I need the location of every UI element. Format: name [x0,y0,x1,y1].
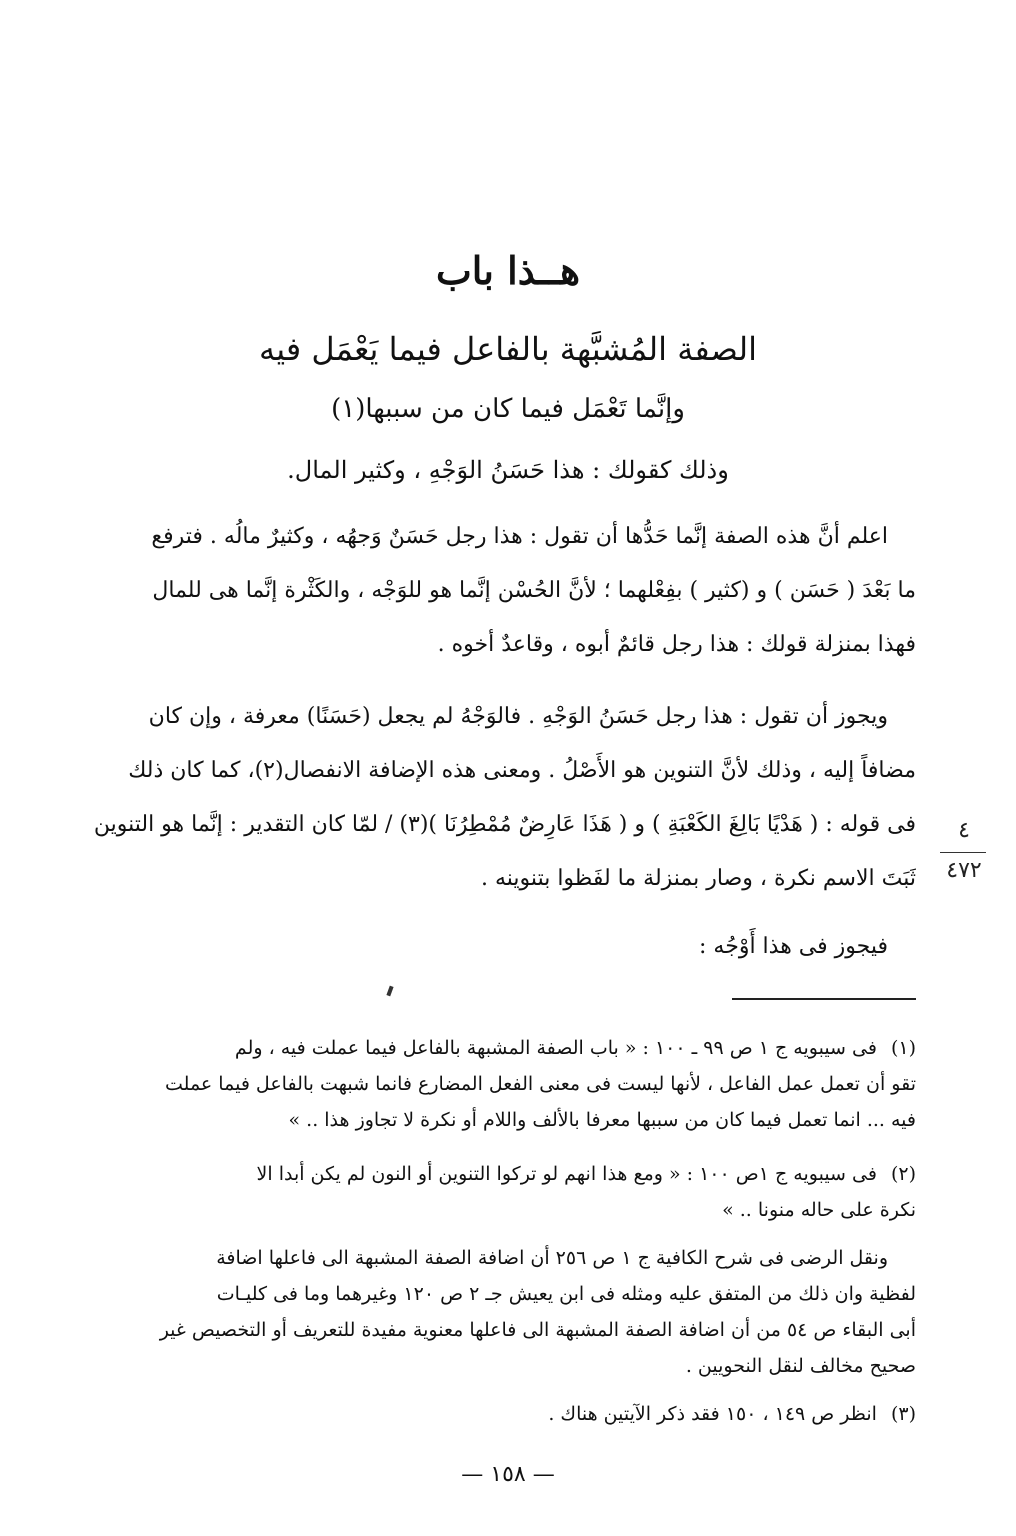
page-number: — ١٥٨ — [461,1462,555,1487]
footnote-line [46,1030,916,1066]
footnote-divider [732,998,916,1000]
paragraph-line: ما بَعْدَ ( حَسَن ) و (كثير ) بفِعْلهما ؛ لأنَّ الحُسْن إنَّما هو للوَجْه ، والكَثْرة إنَّما هى للمال [152,578,916,603]
paragraph-3 [56,920,916,974]
footnote-2-continued [46,1240,916,1384]
footnote-line: لفظية وان ذلك من المتفق عليه ومثله فى ابن يعيش جـ ٢ ص ١٢٠ وغيرهما وما فى كليـات [216,1283,916,1305]
footnote-number: (٣) [890,1403,916,1425]
footnote-line: ونقل الرضى فى شرح الكافية ج ١ ص ٢٥٦ أن اضافة الصفة المشبهة الى فاعلها اضافة [216,1247,888,1269]
footnote-line [46,1156,916,1192]
footnote-number: (٢) [890,1163,916,1185]
paragraph-line: فهذا بمنزلة قولك : هذا رجل قائمٌ أبوه ، وقاعدٌ أخوه . [437,632,916,657]
print-mark [386,986,393,997]
footnote-line: فيه ... انما تعمل فيما كان من سببها معرفا بالألف واللام أو نكرة لا تجاوز هذا .. » [288,1109,916,1131]
paragraph-1 [56,510,916,672]
chapter-title: هــذا باب [436,248,580,293]
paragraph-line: ثَبَتَ الاسم نكرة ، وصار بمنزلة ما لفَظوا بتنوينه . [481,866,916,891]
margin-volume-number: ٤ [958,818,970,843]
paragraph-line: فى قوله : ( هَدْيًا بَالِغَ الكَعْبَةِ ) و ( هَذَا عَارِضٌ مُمْطِرُنَا )(٣) / لمّا كان التقدير : إنَّما هو التنوين [93,812,916,837]
footnote-3 [46,1396,916,1432]
footnote-1 [46,1030,916,1138]
margin-page-reference: ٤٧٢ [946,858,982,883]
section-subheading: وإنَّما تَعْمَل فيما كان من سببها(١) [331,394,685,424]
footnote-number: (١) [890,1037,916,1059]
margin-divider [940,852,986,853]
paragraph-line: مضافاً إليه ، وذلك لأنَّ التنوين هو الأَصْلُ . ومعنى هذه الإضافة الانفصال(٢)، كما كان ذلك [128,758,916,783]
footnote-2 [46,1156,916,1228]
footnote-text: انظر ص ١٤٩ ، ١٥٠ فقد ذكر الآيتين هناك . [548,1403,877,1425]
section-heading: الصفة المُشبَّهة بالفاعل فيما يَعْمَل فيه [259,330,757,368]
footnote-line: أبى البقاء ص ٥٤ من أن اضافة الصفة المشبهة الى فاعلها معنوية مفيدة للتعريف أو التخصيص غير [159,1319,916,1341]
paragraph-2 [56,690,916,906]
footnote-line: صحيح مخالف لنقل النحويين . [685,1355,916,1377]
footnote-line [46,1396,916,1432]
paragraph-line: فيجوز فى هذا أَوْجُه : [699,934,888,959]
footnote-text: فى سيبويه ج ١ ص ٩٩ ـ ١٠٠ : « باب الصفة المشبهة بالفاعل فيما عملت فيه ، ولم [234,1037,877,1059]
footnote-line: تقو أن تعمل عمل الفاعل ، لأنها ليست فى معنى الفعل المضارع فانما شبهت بالفاعل فيما عملت [165,1073,916,1095]
footnote-line: نكرة على حاله منونا .. » [722,1199,916,1221]
section-example: وذلك كقولك : هذا حَسَنُ الوَجْهِ ، وكثير المال. [287,456,729,484]
paragraph-line: اعلم أنَّ هذه الصفة إنَّما حَدُّها أن تقول : هذا رجل حَسَنٌ وَجهُه ، وكثيرٌ مالُه . فترفع [151,524,888,549]
paragraph-line: ويجوز أن تقول : هذا رجل حَسَنُ الوَجْهِ . فالوَجْهُ لم يجعل (حَسَنًا) معرفة ، وإن كان [148,704,888,729]
footnote-text: فى سيبويه ج ١ص ١٠٠ : « ومع هذا انهم لو تركوا التنوين أو النون لم يكن أبدا الا [256,1163,877,1185]
